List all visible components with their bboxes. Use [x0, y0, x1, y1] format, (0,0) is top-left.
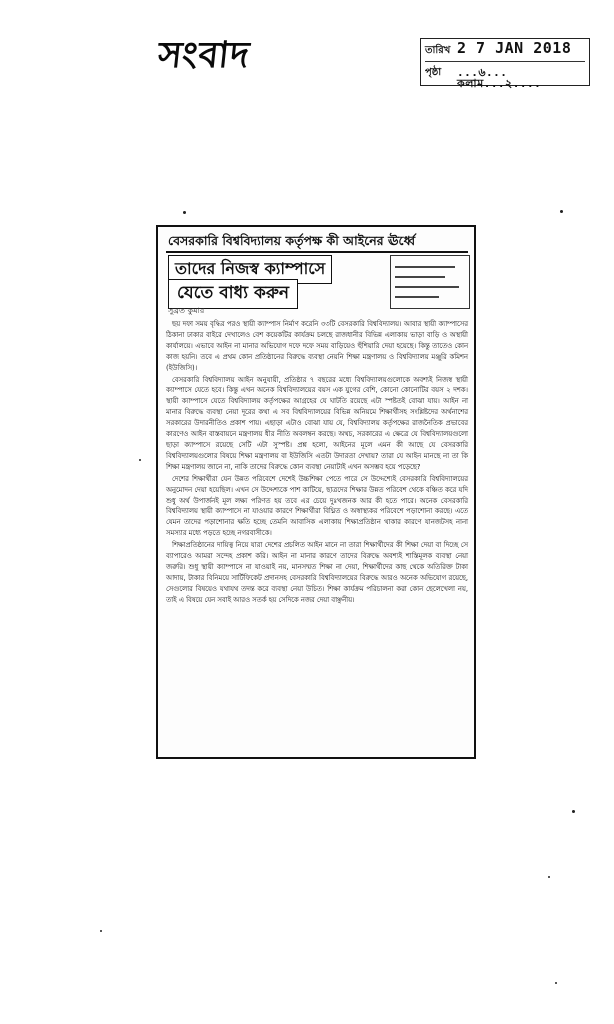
- scan-speck: [548, 876, 550, 878]
- photo-box: [390, 255, 470, 309]
- article-paragraph: বেসরকারি বিশ্ববিদ্যালয় আইন অনুযায়ী, প্রতিষ্ঠার ৭ বছরের মধ্যে বিশ্ববিদ্যালয়গুলোকে অবশ্যই নিজস্ব স্থায়ী ক্যাম্পাসে যেতে হবে। কিন্তু এখন অনেক বিশ্ববিদ্যালয়ের বয়স এক যুগের বেশি, কোনো কোনোটির বয়স ২ দশক। স্থায়ী ক্যাম্পাসে যেতে বিশ্ববিদ্যালয় কর্তৃপক্ষের আগ্রহের যে ঘাটতি রয়েছে এটা স্পষ্টতই বোঝা যায়। আইন না মানার বিরুদ্ধে ব্যবস্থা নেয়া দূরের কথা এ সব বিশ্ববিদ্যালয়ের বিভিন্ন অনিয়মে শিক্ষার্থীসহ সংশ্লিষ্টদের অর্থনাশের সরকারের উদারনীতিও প্রকাশ পায়। এছাড়া এটাও বোঝা যায় যে, বিশ্ববিদ্যালয় কর্তৃপক্ষের রাজনৈতিক প্রভাবের কারণেও আইন বাস্তবায়নে মন্ত্রণালয় ধীর নীতি অবলম্বন করছে। অথচ, সরকারের এ ক্ষেত্রে যে বিশ্ববিদ্যালয়গুলো ছাড়া ক্যাম্পাসে রয়েছে সেটি এটা সুস্পষ্ট। প্রশ্ন হলো, আইনের মূলে এমন কী আছে যে বেসরকারি বিশ্ববিদ্যালয়গুলোর বিষয়ে শিক্ষা মন্ত্রণালয় বা ইউজিসি এতটা উদারতা দেখায়? তারা যে আইন মানছে না তা কি শিক্ষা মন্ত্রণালয় জানে না, নাকি তাদের বিরুদ্ধে কোন ব্যবস্থা নেয়াটাই এখন অসম্ভব হয়ে পড়েছে?: [166, 375, 468, 471]
- page-value: ...৬... কলাম...২....: [457, 66, 542, 90]
- scan-speck: [560, 210, 563, 213]
- kicker-divider: [166, 251, 468, 253]
- article-paragraph: ছয় দফা সময় বৃদ্ধির পরও স্থায়ী ক্যাম্পাস নির্মাণ করেনি ৩৩টি বেসরকারি বিশ্ববিদ্যালয়। আবার স্থায়ী ক্যাম্পাসের ঠিকানা ঢাকার বাইরে দেখালেও বেশ কয়েকটির কার্যক্রম চলছে রাজধানীর বিভিন্ন এলাকায় ভাড়া বাড়ি ও অস্থায়ী কার্যালয়ে। এভাবে আইন না মানার অভিযোগ দফে দফে সময় বাড়িয়েও হুঁশিয়ারি দেয়া হয়েছে। কিন্তু তাতেও কোন কাজ হয়নি। তবে এ প্রথম কোন প্রতিষ্ঠানের বিরুদ্ধে ব্যবস্থা নেয়নি শিক্ষা মন্ত্রণালয় ও বিশ্ববিদ্যালয় মঞ্জুরি কমিশন (ইউজিসি)।: [166, 320, 468, 372]
- article-headline-line1: তাদের নিজস্ব ক্যাম্পাসে: [168, 255, 332, 284]
- scan-speck: [139, 459, 141, 461]
- date-label: তারিখ: [425, 45, 451, 56]
- date-stamp: [420, 38, 590, 90]
- article-body: [166, 319, 468, 607]
- scan-speck: [555, 982, 557, 984]
- date-row: [425, 41, 585, 62]
- scan-speck: [100, 930, 102, 932]
- page-row: [425, 63, 585, 90]
- article-paragraph: শিক্ষাপ্রতিষ্ঠানের দায়িত্ব নিয়ে যারা দেশের প্রচলিত আইন মানে না তারা শিক্ষার্থীদের কী শিক্ষা দেয়া বা দিচ্ছে সে ব্যাপারেও আমরা সন্দেহ প্রকাশ করি। আইন না মানার কারণে তাদের বিরুদ্ধে অবশ্যই শাস্তিমূলক ব্যবস্থা নেয়া জরুরি। শুধু স্থায়ী ক্যাম্পাসে না যাওয়াই নয়, মানসম্মত শিক্ষা না দেয়া, শিক্ষার্থীদের কাছ থেকে অতিরিক্ত টাকা আদায়, টাকার বিনিময়ে সার্টিফিকেট প্রদানসহ বেসরকারি বিশ্ববিদ্যালয়ের বিরুদ্ধে আরও অনেক অভিযোগ রয়েছে, সেগুলোর বিষয়েও যথাযথ তদন্ত করে ব্যবস্থা নেয়া উচিত। শিক্ষা কার্যক্রম পরিচালনা করা কোন ছেলেখেলা নয়, তাই এ বিষয়ে যেন সবাই আরও সতর্ক হয় সেদিকে নজর দেয়া বাঞ্ছনীয়।: [166, 541, 468, 604]
- newspaper-masthead: সংবাদ: [156, 34, 253, 76]
- newspaper-clipping: [156, 225, 476, 759]
- article-kicker: বেসরকারি বিশ্ববিদ্যালয় কর্তৃপক্ষ কী আইনের ঊর্ধ্বে: [168, 233, 416, 248]
- scan-speck: [183, 211, 186, 214]
- scan-speck: [572, 810, 575, 813]
- date-value: 2 7 JAN 2018: [457, 39, 572, 57]
- article-paragraph: দেশের শিক্ষার্থীরা যেন উন্নত পরিবেশে দেশেই উচ্চশিক্ষা পেতে পারে সে উদ্দেশ্যেই বেসরকারি বিশ্ববিদ্যালয়ের অনুমোদন দেয়া হয়েছিল। এখন সে উদ্দেশ্যকে পাশ কাটিয়ে, ছাত্রদের শিক্ষার উন্নত পরিবেশ থেকে বঞ্চিত করে যদি শুধু অর্থ উপার্জনই মূল লক্ষ্য পরিণত হয় তবে এর চেয়ে দুঃখজনক আর কী হতে পারে। অনেক বেসরকারি বিশ্ববিদ্যালয় স্থায়ী ক্যাম্পাসে না যাওয়ার কারণে শিক্ষার্থীরা বিঘ্নিত ও অস্বাস্থ্যকর পরিবেশে পড়াশোনা করছে। এতে যেমন তাদের পড়াশোনার ক্ষতি হচ্ছে তেমনি আবাসিক এলাকায় শিক্ষাপ্রতিষ্ঠান থাকার কারণে যানজটসহ নানা সমস্যার মধ্যে পড়তে হচ্ছে নগরবাসীকে।: [166, 474, 468, 538]
- page-label: পৃষ্ঠা: [425, 67, 442, 78]
- article-headline-line2: যেতে বাধ্য করুন: [168, 279, 298, 309]
- article-byline: সুব্রত কুমার: [168, 306, 205, 315]
